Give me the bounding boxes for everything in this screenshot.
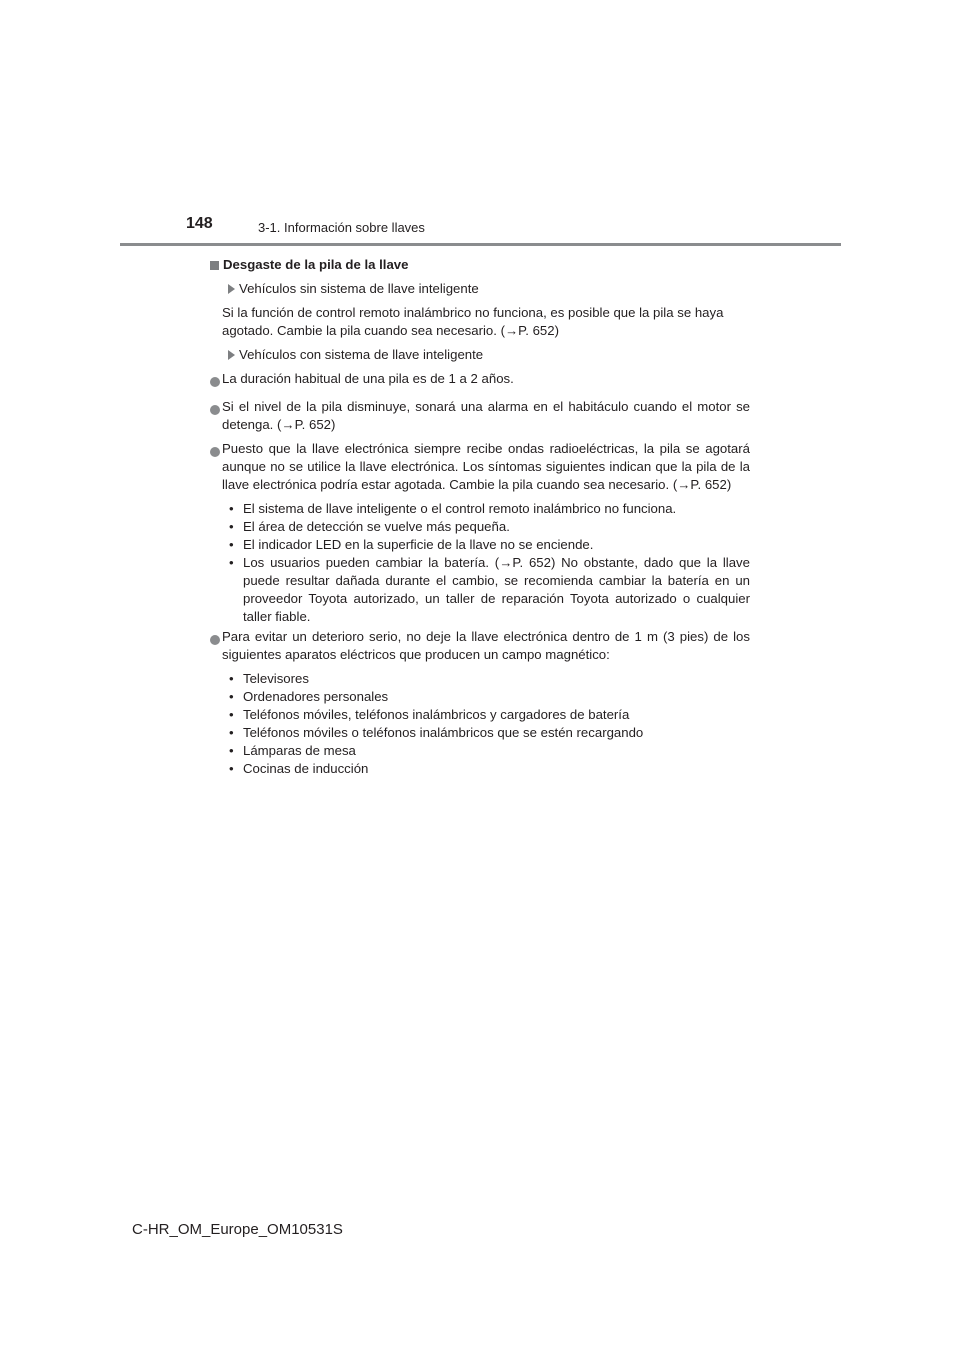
subheading-smart-key [210,346,750,364]
list-item [229,536,750,554]
list-item [229,518,750,536]
list-marker: • [229,725,234,740]
bullet-text: Para evitar un deterioro serio, no deje la llave electrónica dentro de 1 m (3 pies) de los siguientes aparatos eléctricos que producen un campo magnético: [222,629,750,662]
circle-bullet-icon [210,377,220,387]
subheading-text: Vehículos con sistema de llave inteligente [239,347,484,362]
list-item-text: Teléfonos móviles, teléfonos inalámbricos y cargadores de batería [243,707,630,722]
list-marker: • [229,761,234,776]
list-item-text: El área de detección se vuelve más pequeña. [243,519,510,534]
page-number: 148 [186,215,213,232]
device-list [210,670,750,778]
list-item-text: El indicador LED en la superficie de la llave no se enciende. [243,537,594,552]
list-item-text: El sistema de llave inteligente o el control remoto inalámbrico no funciona. [243,501,677,516]
square-bullet-icon [210,261,219,270]
symptom-list [210,500,750,626]
bullet-item [210,398,750,434]
list-marker: • [229,519,234,534]
list-item [229,742,750,760]
subheading-no-smart-key [210,280,750,298]
list-marker: • [229,707,234,722]
list-marker: • [229,671,234,686]
list-marker: • [229,689,234,704]
list-item [229,760,750,778]
list-item-text: Teléfonos móviles o teléfonos inalámbricos que se estén recargando [243,725,644,740]
bullet-text: Puesto que la llave electrónica siempre recibe ondas radioeléctricas, la pila se agotará aunque no se utilice la llave electrónica. Los síntomas siguientes indican que la pila de la llave electrónica podría estar agotada. Cambie la pila cuando sea necesario. (→P. 652) [222,441,750,492]
list-marker: • [229,555,234,570]
section-heading [210,256,750,274]
circle-bullet-icon [210,405,220,415]
bullet-item [210,370,750,392]
section-heading-text: Desgaste de la pila de la llave [223,257,409,272]
list-item [229,670,750,688]
bullet-item [210,628,750,664]
list-marker: • [229,743,234,758]
main-content [210,256,750,780]
list-item-text: Los usuarios pueden cambiar la batería. (→P. 652) No obstante, dado que la llave puede resultar dañada durante el cambio, se recomienda cambiar la batería en un proveedor Toyota autorizado, un taller de reparación Toyota autorizado o cualquier taller fiable. [243,555,750,624]
footer-doc-code: C-HR_OM_Europe_OM10531S [132,1221,343,1238]
section-title: 3-1. Información sobre llaves [258,220,425,235]
circle-bullet-icon [210,447,220,457]
circle-bullet-icon [210,635,220,645]
bullet-item [210,440,750,494]
triangle-arrow-icon [228,284,235,294]
subheading-text: Vehículos sin sistema de llave inteligente [239,281,479,296]
list-item [229,500,750,518]
list-marker: • [229,537,234,552]
list-item [229,688,750,706]
list-item-text: Ordenadores personales [243,689,389,704]
bullet-text: Si el nivel de la pila disminuye, sonará una alarma en el habitáculo cuando el motor se detenga. (→P. 652) [222,399,750,432]
list-item-text: Lámparas de mesa [243,743,356,758]
list-marker: • [229,501,234,516]
bullet-text: La duración habitual de una pila es de 1 a 2 años. [222,371,514,386]
paragraph-remote: Si la función de control remoto inalámbrico no funciona, es posible que la pila se haya agotado. Cambie la pila cuando sea necesario. (→P. 652) [222,305,724,338]
list-item [229,724,750,742]
list-item [229,554,750,626]
triangle-arrow-icon [228,350,235,360]
list-item [229,706,750,724]
list-item-text: Televisores [243,671,309,686]
header-rule [120,243,841,246]
list-item-text: Cocinas de inducción [243,761,369,776]
